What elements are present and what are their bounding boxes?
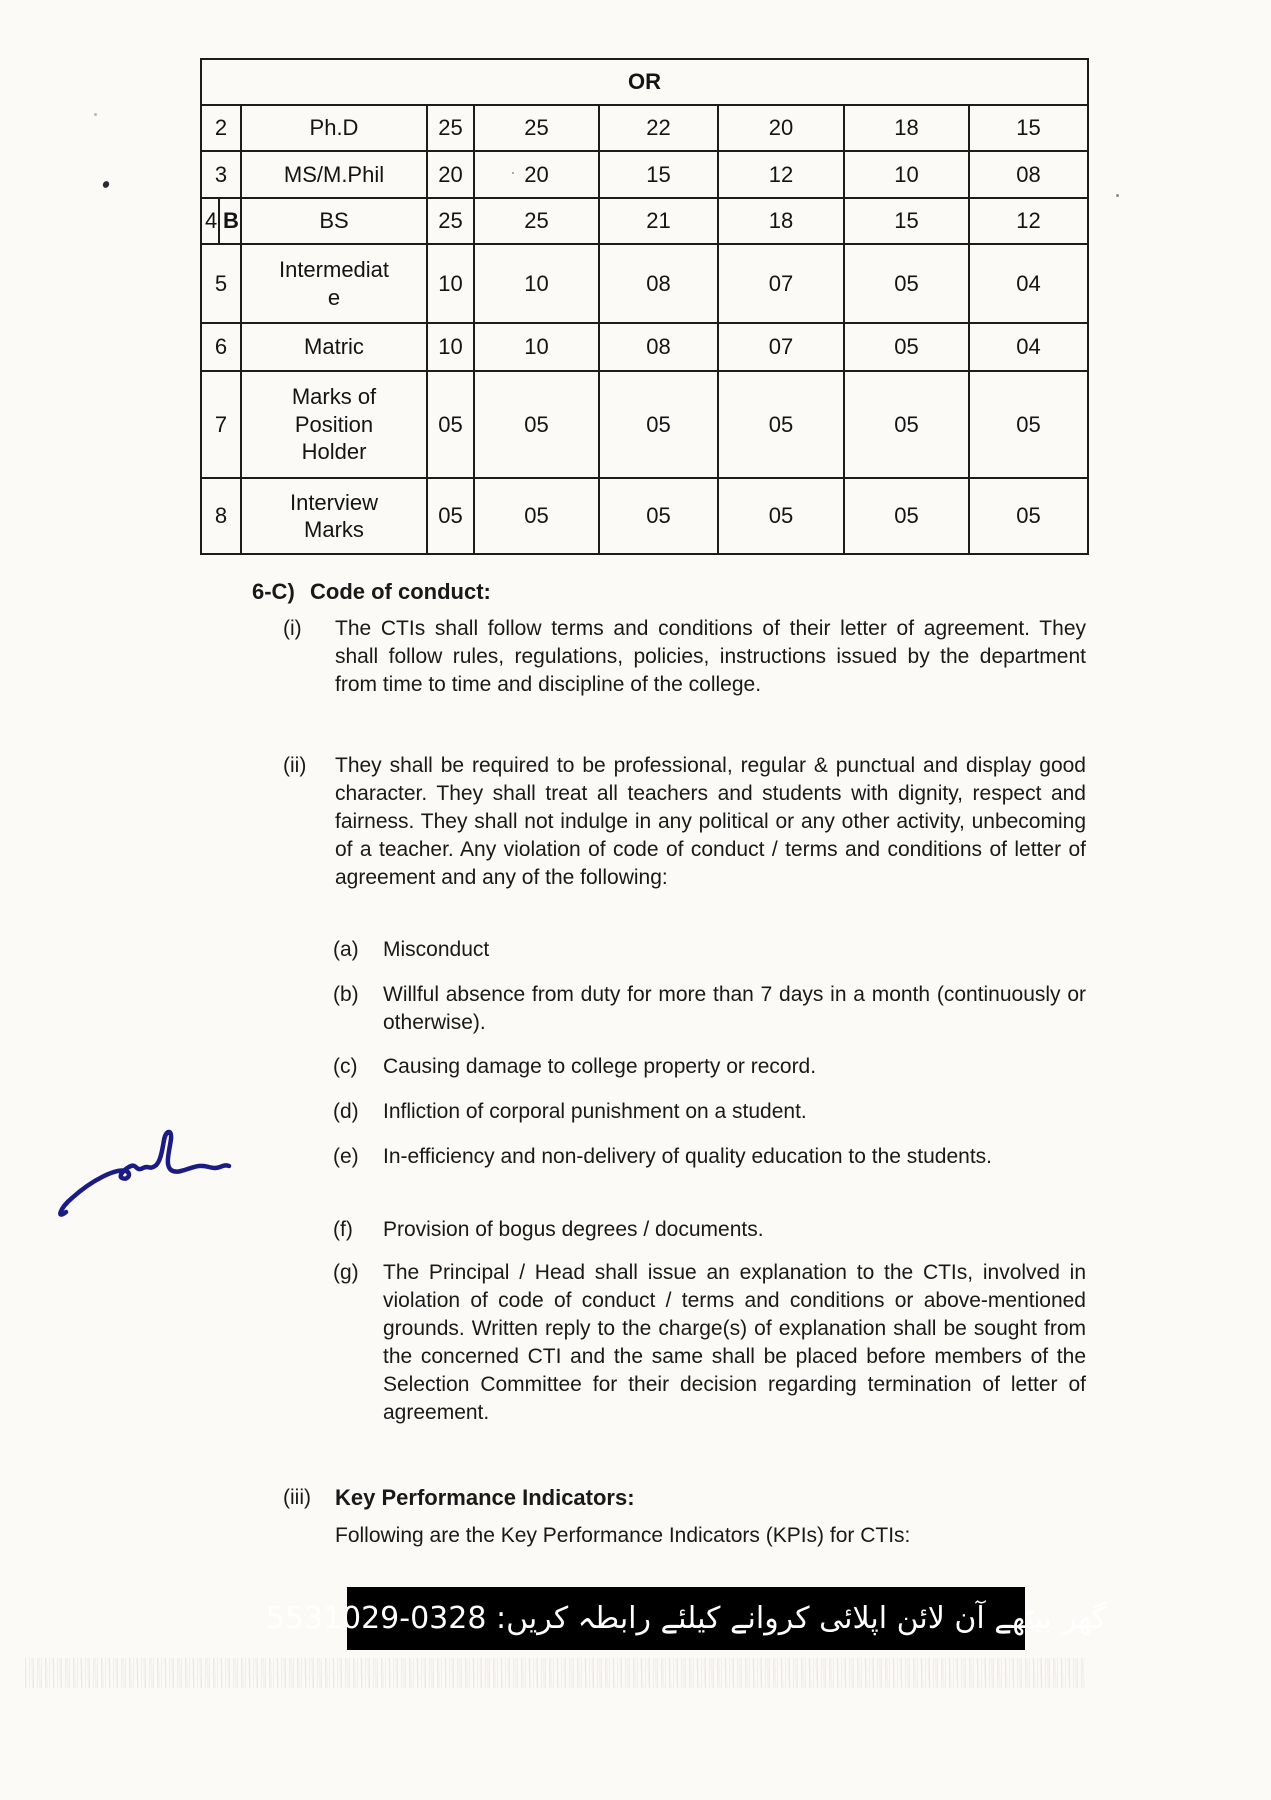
- score-value: 15: [969, 105, 1088, 151]
- subclause-text: In-efficiency and non-delivery of quality education to the students.: [383, 1145, 992, 1168]
- score-value: 12: [969, 198, 1088, 244]
- score-value: 07: [718, 244, 844, 323]
- scan-noise-band: [25, 1658, 1085, 1688]
- qualification-text: Interview Marks: [289, 489, 379, 542]
- score-value: 05: [969, 371, 1088, 478]
- kpi-title: Key Performance Indicators:: [335, 1485, 635, 1510]
- clause-i: [283, 615, 1086, 699]
- contact-banner-text: گھر بیٹھے آن لائن اپلائی کروانے کیلئے رابطہ کریں: 0328-5531029: [265, 1601, 1107, 1636]
- table-row: [201, 151, 1088, 198]
- subclause-text: Willful absence from duty for more than 7 days in a month (continuously or otherwise).: [383, 983, 1086, 1034]
- score-value: 18: [844, 105, 969, 151]
- table-row: [201, 371, 1088, 478]
- table-row: [201, 244, 1088, 323]
- qualification-label: [241, 244, 427, 323]
- score-value: 25: [427, 198, 474, 244]
- handwritten-signature: [58, 1126, 233, 1221]
- signature-stroke: [60, 1132, 229, 1215]
- table-header-or: OR: [201, 59, 1088, 105]
- score-value: 08: [599, 323, 718, 371]
- subclause-c: [333, 1053, 1086, 1081]
- section-number: 6-C): [252, 579, 295, 604]
- section-heading: [252, 578, 491, 606]
- subclause-label: (f): [333, 1218, 353, 1241]
- score-value: 05: [844, 323, 969, 371]
- score-value: 25: [427, 105, 474, 151]
- subclause-d: [333, 1098, 1086, 1126]
- subclause-label: (b): [333, 983, 359, 1006]
- score-value: 10: [474, 323, 599, 371]
- score-value: 25: [474, 198, 599, 244]
- score-table: [200, 58, 1089, 555]
- clause-label: (iii): [283, 1486, 311, 1509]
- score-value: 12: [718, 151, 844, 198]
- contact-banner: [265, 1587, 1107, 1650]
- score-value: 05: [474, 478, 599, 554]
- score-value: 04: [969, 244, 1088, 323]
- subclause-g: [333, 1259, 1086, 1427]
- score-value: 10: [427, 323, 474, 371]
- scan-speck: [94, 113, 97, 116]
- subclause-a: [333, 936, 1086, 964]
- row-number: 8: [201, 478, 241, 554]
- score-value: 05: [844, 371, 969, 478]
- scan-speck: [102, 180, 111, 189]
- table-row: [201, 478, 1088, 554]
- score-value: 05: [427, 478, 474, 554]
- subclause-label: (a): [333, 938, 359, 961]
- subclause-label: (e): [333, 1145, 359, 1168]
- row-number: 6: [201, 323, 241, 371]
- score-value: 05: [599, 478, 718, 554]
- score-value: 05: [718, 371, 844, 478]
- qualification-label: [241, 478, 427, 554]
- subclause-label: (d): [333, 1100, 359, 1123]
- qualification-label: Matric: [241, 323, 427, 371]
- subclause-f: [333, 1216, 1086, 1244]
- scan-speck: [1116, 194, 1119, 197]
- qualification-text: Marks of Position Holder: [291, 384, 377, 465]
- clause-label: (ii): [283, 754, 307, 777]
- score-value: 20: [427, 151, 474, 198]
- score-value: 20: [474, 151, 599, 198]
- score-value: 08: [599, 244, 718, 323]
- subclause-label: (g): [333, 1261, 359, 1284]
- score-value: 07: [718, 323, 844, 371]
- kpi-intro: Following are the Key Performance Indicators (KPIs) for CTIs:: [335, 1524, 911, 1547]
- qualification-label: MS/M.Phil: [241, 151, 427, 198]
- score-value: 05: [427, 371, 474, 478]
- subclause-e: [333, 1143, 1086, 1171]
- score-value: 08: [969, 151, 1088, 198]
- subclause-text: The Principal / Head shall issue an explanation to the CTIs, involved in violation of code of conduct / terms and conditions or above-mentioned grounds. Written reply to the charge(s) of explanation shall be sought from the concerned CTI and the same shall be placed before members of the Selection Committee for their decision regarding termination of letter of agreement.: [383, 1261, 1086, 1424]
- clause-label: (i): [283, 617, 302, 640]
- score-value: 18: [718, 198, 844, 244]
- score-value: 05: [844, 244, 969, 323]
- table-row: [201, 198, 1088, 244]
- table-row: [201, 323, 1088, 371]
- score-value: 10: [474, 244, 599, 323]
- subclause-b: [333, 981, 1086, 1037]
- row-number: 5: [201, 244, 241, 323]
- qualification-label: BS: [241, 198, 427, 244]
- score-value: 20: [718, 105, 844, 151]
- qualification-label: Ph.D: [241, 105, 427, 151]
- table-row: [201, 59, 1088, 105]
- score-value: 05: [474, 371, 599, 478]
- subclause-label: (c): [333, 1055, 358, 1078]
- score-value: 04: [969, 323, 1088, 371]
- row-number: 4: [201, 198, 219, 244]
- score-value: 05: [718, 478, 844, 554]
- subclause-text: Causing damage to college property or record.: [383, 1055, 817, 1078]
- score-value: 21: [599, 198, 718, 244]
- section-letter: B: [219, 198, 241, 244]
- clause-ii: [283, 752, 1086, 892]
- score-value: 25: [474, 105, 599, 151]
- score-value: 15: [844, 198, 969, 244]
- scan-speck: [512, 172, 514, 174]
- score-value: 22: [599, 105, 718, 151]
- clause-text: They shall be required to be professional, regular & punctual and display good character. They shall treat all teachers and students with dignity, respect and fairness. They shall not indulge in any political or any other activity, unbecoming of a teacher. Any violation of code of conduct / terms and conditions of letter of agreement and any of the following:: [335, 754, 1086, 889]
- qualification-text: Intermediate: [278, 257, 390, 310]
- section-title: Code of conduct:: [310, 579, 491, 604]
- score-value: 05: [599, 371, 718, 478]
- score-value: 15: [599, 151, 718, 198]
- row-number: 7: [201, 371, 241, 478]
- score-value: 10: [844, 151, 969, 198]
- subclause-text: Provision of bogus degrees / documents.: [383, 1218, 764, 1241]
- subclause-text: Misconduct: [383, 938, 490, 961]
- table-row: [201, 105, 1088, 151]
- subclause-text: Infliction of corporal punishment on a student.: [383, 1100, 807, 1123]
- score-value: 10: [427, 244, 474, 323]
- clause-iii: [283, 1484, 1086, 1512]
- row-number: 2: [201, 105, 241, 151]
- qualification-label: [241, 371, 427, 478]
- score-value: 05: [844, 478, 969, 554]
- row-number: 3: [201, 151, 241, 198]
- clause-text: The CTIs shall follow terms and conditions of their letter of agreement. They shall follow rules, regulations, policies, instructions issued by the department from time to time and discipline of the college.: [335, 617, 1086, 696]
- score-value: 05: [969, 478, 1088, 554]
